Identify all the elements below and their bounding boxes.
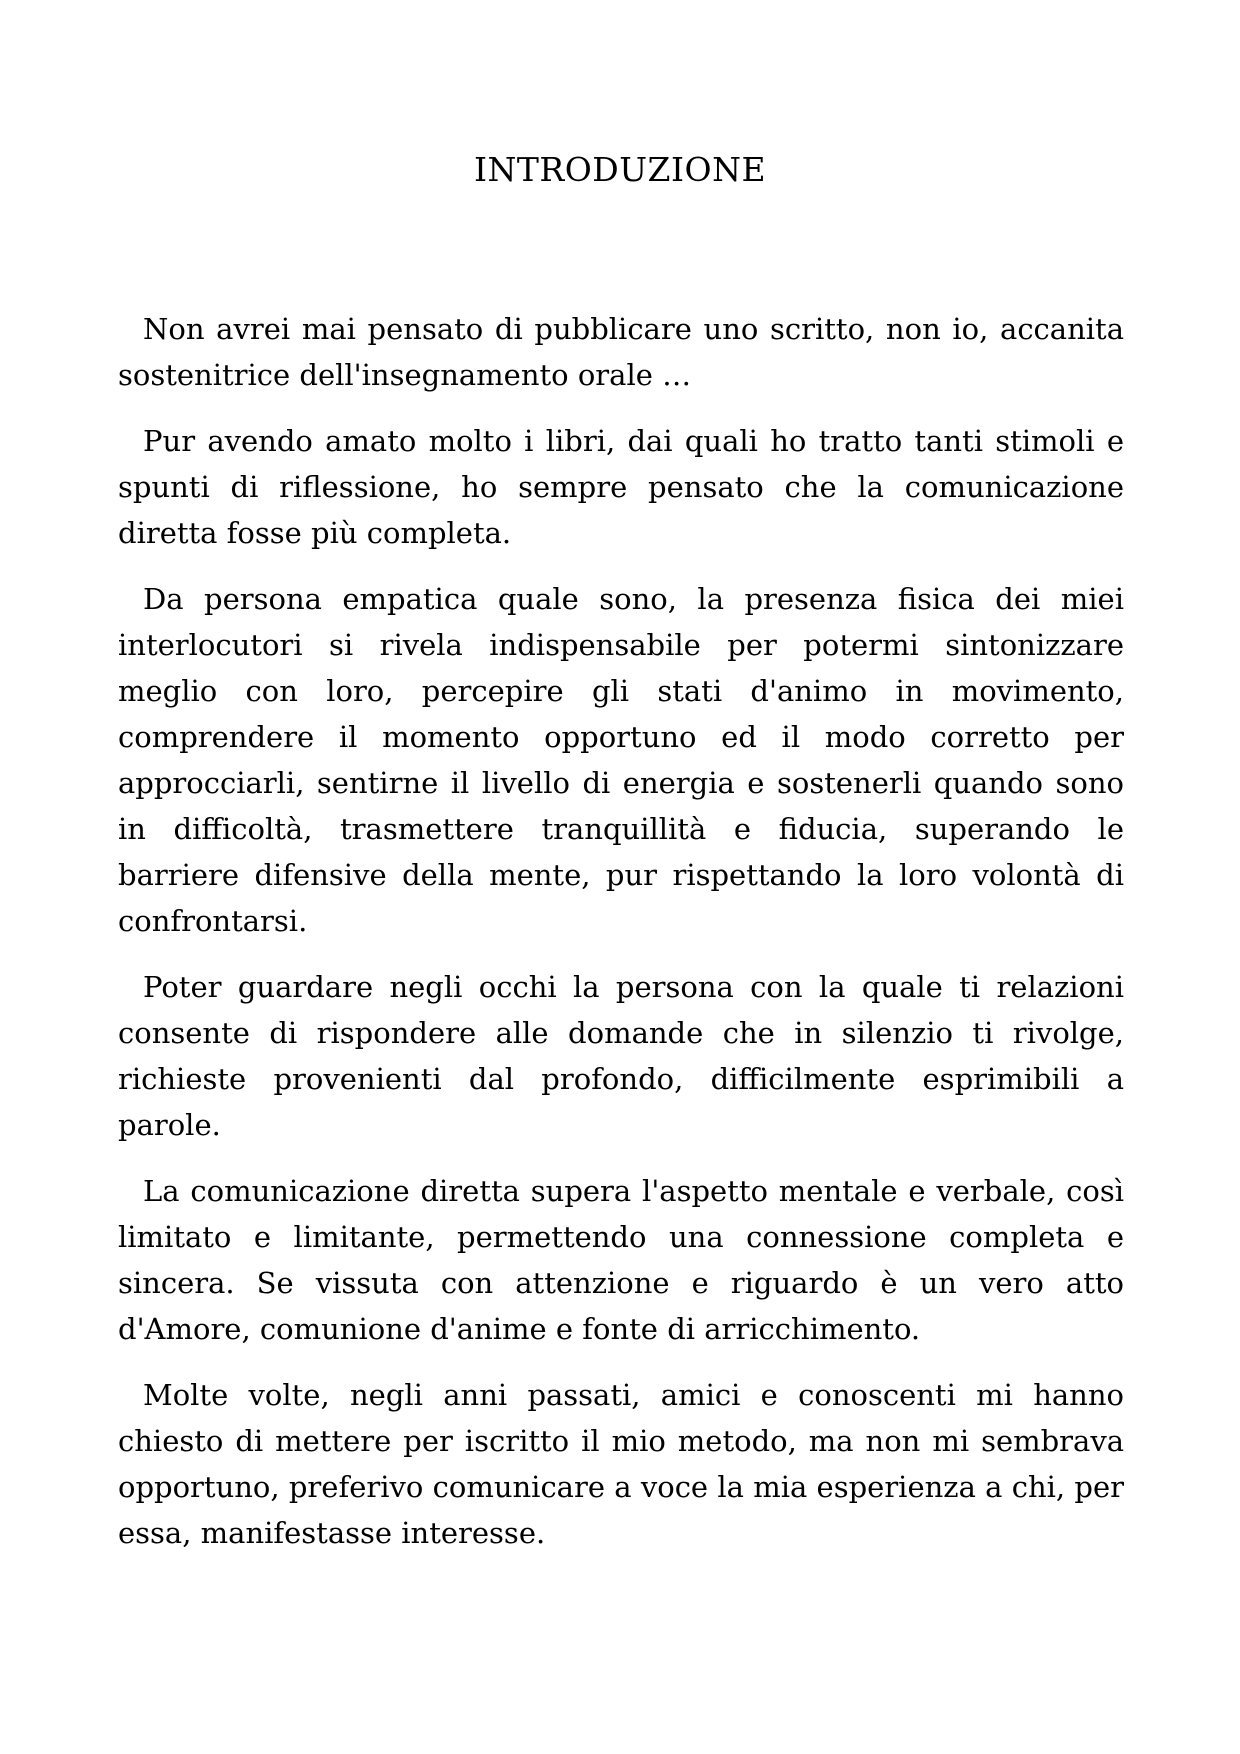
paragraph: Non avrei mai pensato di pubblicare uno scritto, non io, accanita sostenitrice dell'insegnamento orale …: [118, 312, 1124, 392]
paragraph: Pur avendo amato molto i libri, dai quali ho tratto tanti stimoli e spunti di riflessione, ho sempre pensato che la comunicazione diretta fosse più completa.: [118, 424, 1124, 550]
paragraph: Molte volte, negli anni passati, amici e conoscenti mi hanno chiesto di mettere per iscritto il mio metodo, ma non mi sembrava opportuno, preferivo comunicare a voce la mia esperienza a chi, per essa, manifestasse interesse.: [118, 1378, 1124, 1550]
page-title: INTRODUZIONE: [473, 150, 767, 189]
paragraph: Da persona empatica quale sono, la presenza fisica dei miei interlocutori si rivela indispensabile per potermi sintonizzare meglio con loro, percepire gli stati d'animo in movimento, comprendere il momento opportuno ed il modo corretto per approcciarli, sentirne il livello di energia e sostenerli quando sono in difficoltà, trasmettere tranquillità e fiducia, superando le barriere difensive della mente, pur rispettando la loro volontà di confrontarsi.: [118, 582, 1124, 938]
paragraph: La comunicazione diretta supera l'aspetto mentale e verbale, così limitato e limitante, permettendo una connessione completa e sincera. Se vissuta con attenzione e riguardo è un vero atto d'Amore, comunione d'anime e fonte di arricchimento.: [118, 1174, 1124, 1346]
paragraph: Poter guardare negli occhi la persona con la quale ti relazioni consente di rispondere alle domande che in silenzio ti rivolge, richieste provenienti dal profondo, difficilmente esprimibili a parole.: [118, 970, 1124, 1142]
body-text: [118, 306, 1124, 1576]
